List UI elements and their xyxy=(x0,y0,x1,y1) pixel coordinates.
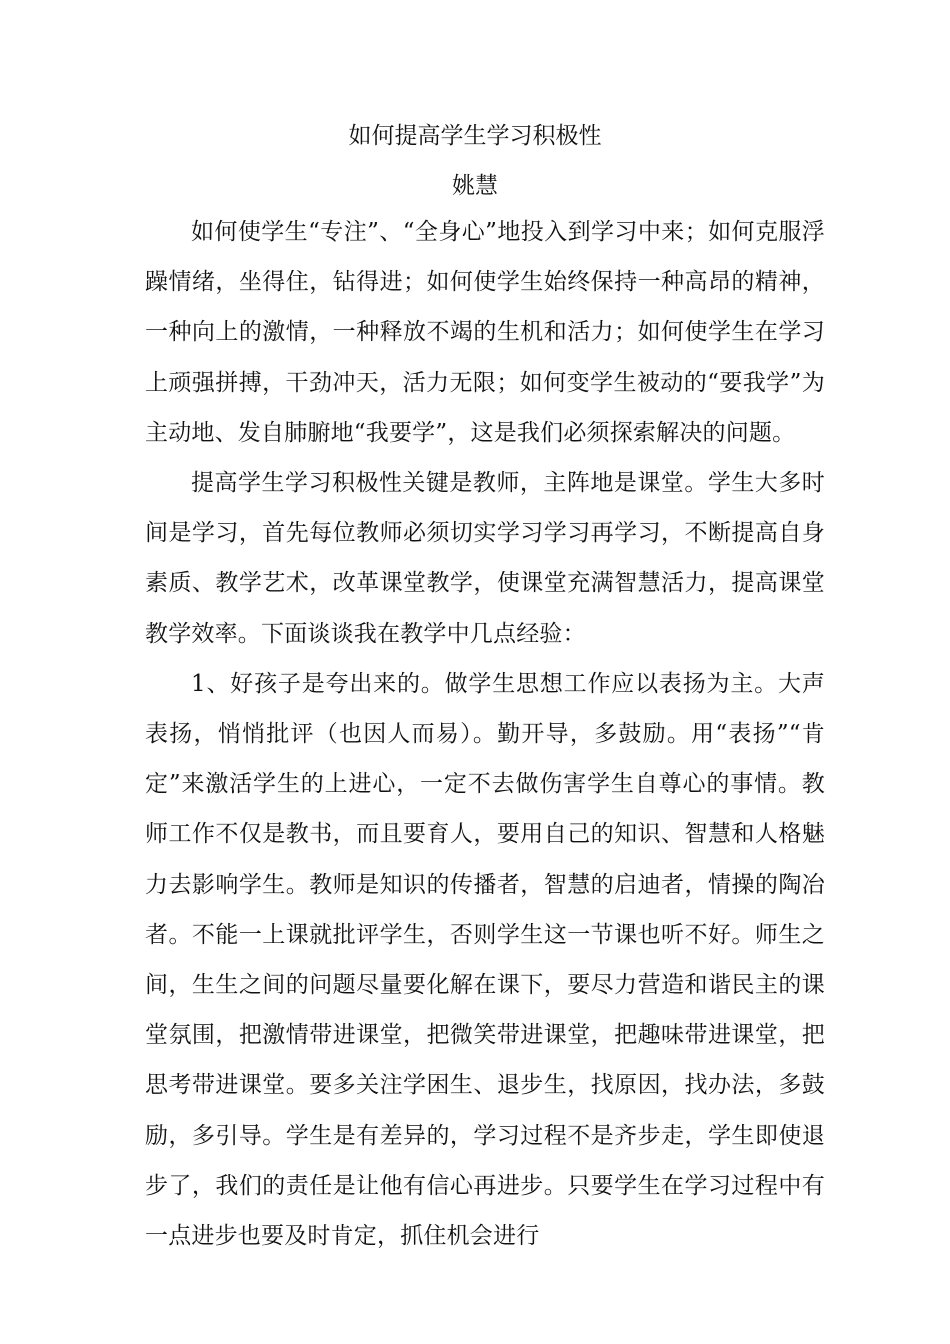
paragraph: 1、好孩子是夸出来的。做学生思想工作应以表扬为主。大声表扬，悄悄批评（也因人而易）。勤开导，多鼓励。用“表扬”“肯定”来激活学生的上进心，一定不去做伤害学生自尊心的事情。教师工作不仅是教书，而且要育人，要用自己的知识、智慧和人格魅力去影响学生。教师是知识的传播者，智慧的启迪者，情操的陶冶者。不能一上课就批评学生，否则学生这一节课也听不好。师生之间，生生之间的问题尽量要化解在课下，要尽力营造和谐民主的课堂氛围，把激情带进课堂，把微笑带进课堂，把趣味带进课堂，把思考带进课堂。要多关注学困生、退步生，找原因，找办法，多鼓励，多引导。学生是有差异的，学习过程不是齐步走，学生即使退步了，我们的责任是让他有信心再进步。只要学生在学习过程中有一点进步也要及时肯定，抓住机会进行 xyxy=(145,670,825,1250)
document-body xyxy=(145,207,825,1261)
document-author: 姚慧 xyxy=(452,173,498,199)
document-title: 如何提高学生学习积极性 xyxy=(348,123,602,149)
paragraph: 如何使学生“专注”、“全身心”地投入到学习中来；如何克服浮躁情绪，坐得住，钻得进；如何使学生始终保持一种高昂的精神，一种向上的激情，一种释放不竭的生机和活力；如何使学生在学习上顽强拼搏，干劲冲天，活力无限；如何变学生被动的“要我学”为主动地、发自肺腑地“我要学”，这是我们必须探索解决的问题。 xyxy=(145,219,825,446)
paragraph: 提高学生学习积极性关键是教师，主阵地是课堂。学生大多时间是学习，首先每位教师必须切实学习学习再学习，不断提高自身素质、教学艺术，改革课堂教学，使课堂充满智慧活力，提高课堂教学效率。下面谈谈我在教学中几点经验： xyxy=(145,470,825,647)
